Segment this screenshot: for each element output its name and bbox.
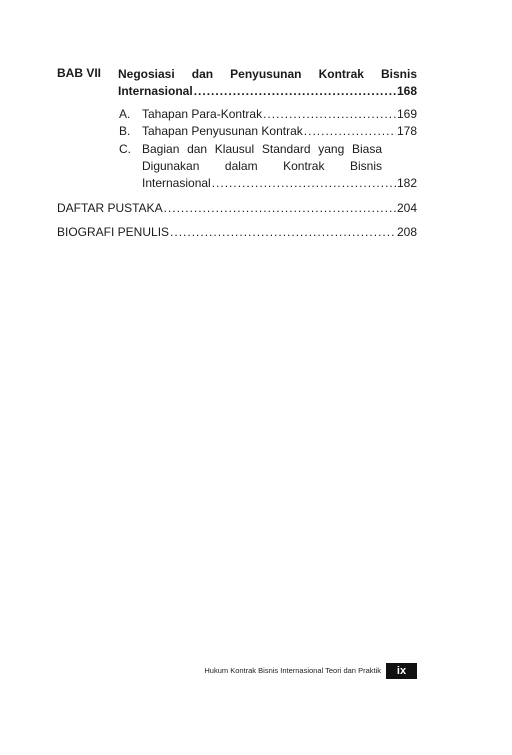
toc-entry-biografi-penulis — [57, 224, 417, 241]
section-title: Tahapan Para-Kontrak — [142, 107, 263, 121]
toc-entry-daftar-pustaka — [57, 200, 417, 217]
section-body — [142, 141, 417, 192]
section-row — [142, 123, 417, 140]
dot-leader — [194, 83, 396, 100]
dot-leader — [170, 224, 396, 241]
chapter-title-line-2 — [118, 83, 417, 100]
book-title: Hukum Kontrak Bisnis Internasional Teori dan Praktik — [204, 666, 381, 675]
chapter-number: BAB VII — [57, 66, 102, 80]
dot-leader — [304, 123, 396, 140]
page-footer — [180, 663, 417, 680]
section-page: 169 — [396, 107, 417, 121]
dot-leader — [263, 106, 396, 123]
section-page: 178 — [396, 124, 417, 138]
section-row — [142, 106, 417, 123]
section-title-line-3: Internasional — [142, 176, 211, 190]
chapter-title — [118, 66, 417, 100]
section-letter: A. — [119, 107, 131, 121]
entry-page: 208 — [396, 225, 417, 239]
section-letter: B. — [119, 124, 131, 138]
section-title-line-2: Digunakan dalam Kontrak Bisnis — [142, 159, 382, 173]
section-letter: C. — [119, 142, 131, 156]
entry-page: 204 — [396, 201, 417, 215]
entry-title: DAFTAR PUSTAKA — [57, 201, 163, 215]
dot-leader — [212, 175, 396, 192]
chapter-title-end: Internasional — [118, 84, 193, 98]
section-page: 182 — [396, 176, 417, 190]
dot-leader — [164, 200, 396, 217]
page-number: ix — [386, 663, 417, 679]
section-title: Tahapan Penyusunan Kontrak — [142, 124, 303, 138]
chapter-title-line-1: Negosiasi dan Penyusunan Kontrak Bisnis — [118, 67, 417, 81]
section-title-line-1: Bagian dan Klausul Standard yang Biasa — [142, 142, 382, 156]
chapter-page: 168 — [396, 84, 417, 98]
entry-title: BIOGRAFI PENULIS — [57, 225, 170, 239]
section-row — [142, 175, 417, 192]
